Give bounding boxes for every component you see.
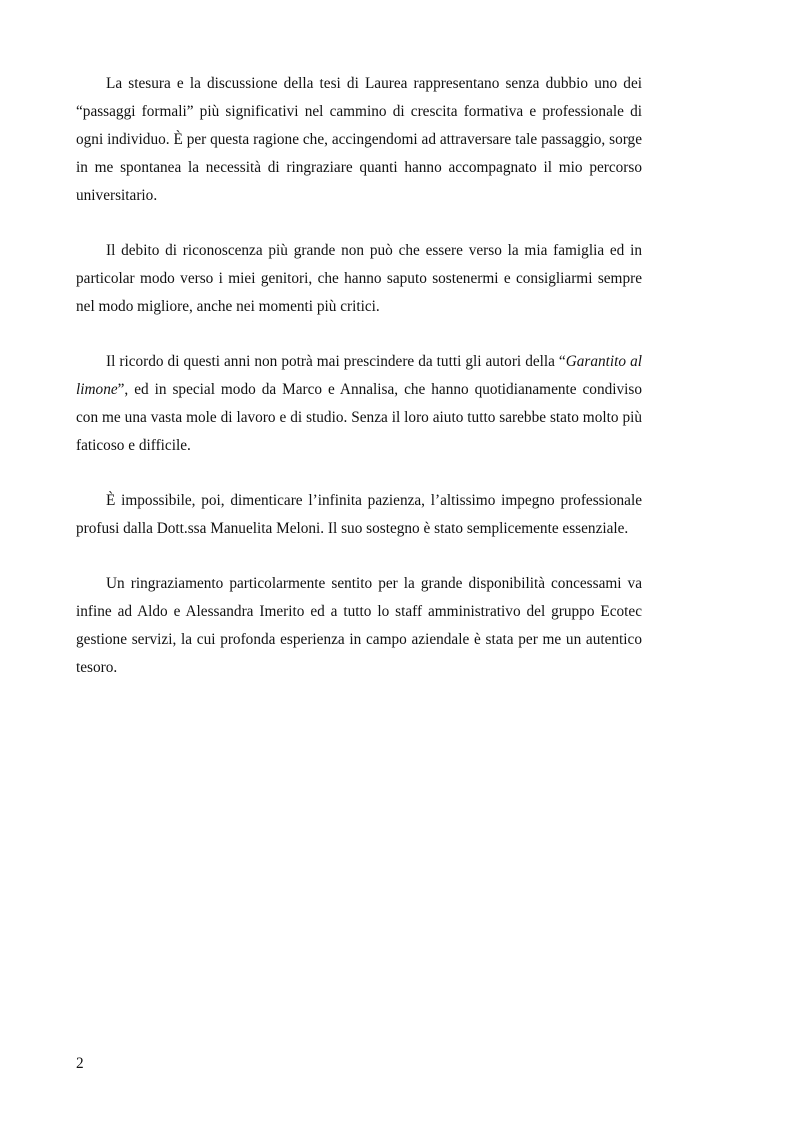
paragraph-authors-end: ”, ed in special modo da Marco e Annalisa, che hanno quotidianamente condiviso con me una vasta mole di lavoro e di studio. Senza il loro aiuto tutto sarebbe stato molto più faticoso e difficile. bbox=[76, 381, 642, 454]
book-title: Garantito al limone bbox=[76, 353, 642, 398]
paragraph-thesis-intro: La stesura e la discussione della tesi di Laurea rappresentano senza dubbio uno dei “passaggi formali” più significativi nel cammino di crescita formativa e professionale di ogni individuo. È per questa ragione che, accingendomi ad attraversare tale passaggio, sorge in me spontanea la necessità di ringraziare quanti hanno accompagnato il mio percorso universitario. bbox=[76, 75, 642, 204]
paragraph-authors-start: Il ricordo di questi anni non potrà mai prescindere da tutti gli autori della “ bbox=[106, 353, 566, 370]
acknowledgements-text bbox=[76, 70, 642, 709]
paragraph-authors bbox=[76, 348, 642, 460]
paragraph-staff: Un ringraziamento particolarmente sentito per la grande disponibilità concessami va infine ad Aldo e Alessandra Imerito ed a tutto lo staff amministrativo del gruppo Ecotec gestione servizi, la cui profonda esperienza in campo aziendale è stata per me un autentico tesoro. bbox=[76, 575, 642, 676]
page-number: 2 bbox=[76, 1055, 84, 1072]
paragraph-family: Il debito di riconoscenza più grande non può che essere verso la mia famiglia ed in particolar modo verso i miei genitori, che hanno saputo sostenermi e consigliarmi sempre nel modo migliore, anche nei momenti più critici. bbox=[76, 242, 642, 315]
paragraph-supervisor: È impossibile, poi, dimenticare l’infinita pazienza, l’altissimo impegno professionale profusi dalla Dott.ssa Manuelita Meloni. Il suo sostegno è stato semplicemente essenziale. bbox=[76, 492, 642, 537]
